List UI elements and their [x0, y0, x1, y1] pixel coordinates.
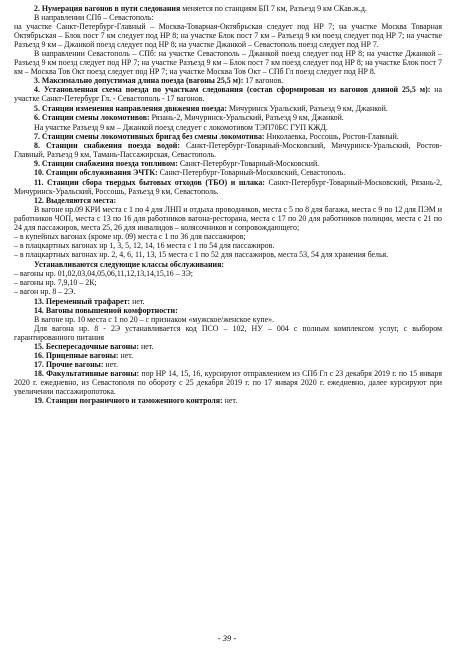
section-18-text: пор НР 14, 15, 16, курсируют отправлением из СПб Гл с 23 декабря 2019 г. по 15 января 2020 г. ежедневно, из Севастополя по обороту с 25 декабря 2019 г. по 17 января 2020 г. ежедневно, далее курсируют при увеличении пассажиропотока.	[14, 368, 442, 396]
section-11-text: Санкт-Петербург-Товарный-Московский, Рязань-2, Мичуринск-Уральский, Россошь, Разъезд 9 км, Севастополь.	[14, 177, 442, 196]
section-3	[14, 76, 442, 85]
section-6-note: На участке Разъезд 9 км – Джанкой поезд следует с локомотивом ТЭП70БС ГУП КЖД.	[34, 122, 328, 132]
section-14-car-10: В вагоне нр. 10 места с 1 по 20 – с признаком «мужское/женское купе».	[34, 314, 275, 324]
section-16-text: нет.	[118, 350, 134, 360]
section-17-text: нет.	[103, 359, 118, 369]
section-14-heading: 14. Вагоны повышенной комфортности:	[34, 305, 178, 315]
section-16	[14, 351, 442, 360]
section-10	[14, 168, 442, 177]
section-6-heading: 6. Станции смены локомотивов:	[34, 112, 150, 122]
service-class-3e: – вагоны нр. 01,02,03,04,05,06,11,12,13,14,15,16 – 3Э;	[14, 269, 193, 279]
section-8	[14, 141, 442, 159]
section-7-heading: 7. Станции смены локомотивных бригад без смены локомотива:	[34, 131, 265, 141]
section-4-text: на участке Санкт-Петербург Гл. - Севастополь - 17 вагонов.	[14, 85, 443, 104]
service-classes	[14, 260, 442, 269]
section-15-heading: 15. Беспересадочные вагоны:	[34, 341, 139, 351]
section-2-direction-2: В направлении Севастополь – СПб: на участке Севастополь – Джанкой поезд следует под НР 8; на участке Джанкой – Разъезд 9 км поезд следует под НР 7; на участке Разъезд 9 км – Блок пост 7 км поезд следует под НР 8; на участке Блок пост 7 км – Москва Тов Окт поезд следует под НР 7; на участке Москва Тов Окт – СПб Гл поезд следует под НР 8.	[14, 49, 442, 77]
section-2-heading: 2. Нумерация вагонов в пути следования	[34, 4, 181, 13]
section-5-heading: 5. Станции изменения направления движения поезда:	[34, 103, 227, 113]
section-8-heading: 8. Станции снабжения поезда водой:	[34, 140, 180, 150]
section-10-text: Санкт-Петербург-Товарный-Московский, Севастополь.	[157, 167, 346, 177]
section-9	[14, 159, 442, 168]
section-7-text: Николаевка, Россошь, Ростов-Главный.	[264, 131, 399, 141]
section-5	[14, 104, 442, 113]
section-18-heading: 18. Факультативные вагоны:	[34, 368, 140, 378]
page-number: - 39 -	[217, 633, 237, 643]
section-11	[14, 178, 442, 196]
section-19-text: нет.	[222, 396, 238, 406]
section-12-heading: 12. Выделяются места:	[34, 195, 117, 205]
section-6-text: Рязань-2, Мичуринск-Уральский, Разъезд 9 км, Джанкой.	[149, 112, 344, 122]
section-4-heading: 4. Установленная схема поезда по участкам следования (состав сформирован из вагонов длиной 25,5 м):	[34, 85, 431, 95]
section-2-direction-1-text: на участке Санкт-Петербург-Главный – Москва-Товарная-Октябрьская следует под НР 7; на участке Москва Товарная Октябрьская – Блок пост 7 км следует под НР 8; на участке Блок пост 7 км – Разъезд 9 км поезд следует под НР 7; на участке Разъезд 9 км – Джанкой поезд следует под НР 8; на участке Джанкой – Севастополь поезд следует под НР 7.	[14, 22, 442, 50]
section-12-platzkart-2: – в плацкартных вагонах нр. 2, 4, 6, 11, 13, 15 места с 1 по 52 для пассажиров, места 53, 54 для хранения белья.	[14, 250, 389, 260]
section-9-heading: 9. Станции снабжения поезда топливом:	[34, 158, 178, 168]
section-9-text: Санкт-Петербург-Товарный-Московский.	[177, 158, 320, 168]
section-3-heading: 3. Максимально допустимая длина поезда (вагоны 25,5 м):	[34, 76, 244, 86]
section-19-heading: 19. Станции пограничного и таможенного контроля:	[34, 396, 223, 406]
section-15	[14, 342, 442, 351]
section-13-text: нет.	[130, 296, 145, 306]
section-12	[14, 196, 442, 205]
section-3-text: 17 вагонов.	[243, 76, 284, 86]
service-classes-heading: Устанавливаются следующие классы обслуживания:	[34, 260, 224, 270]
section-14	[14, 306, 442, 315]
section-13	[14, 297, 442, 306]
section-14-car-8: Для вагона нр. 8 - 2Э устанавливается код ПСО – 102, НУ – 004 с полным комплексом услуг, с выбором гарантированного питания	[14, 323, 442, 342]
section-16-heading: 16. Прицепные вагоны:	[34, 350, 119, 360]
section-18	[14, 369, 442, 396]
section-7	[14, 132, 442, 141]
section-2-text: меняется по станциям БП 7 км, Разъезд 9 км СКав.ж.д.	[180, 4, 367, 13]
section-8-text: Санкт-Петербург-Товарный-Московский, Мичуринск-Уральский, Ростов-Главный, Разъезд 9 км, Тамань-Пассажирская, Севастополь.	[14, 140, 442, 159]
section-15-text: нет.	[138, 341, 154, 351]
section-2-direction-1: В направлении СПб – Севастополь:	[34, 13, 154, 23]
service-class-2e: – вагон нр. 8 – 2Э.	[14, 287, 76, 297]
section-2	[14, 4, 442, 13]
section-17-heading: 17. Прочие вагоны:	[34, 359, 104, 369]
section-12-car-09: В вагоне нр.09 КРИ места с 1 по 4 для ЛНП и отдыха проводников, места с 5 по 8 для багажа, места с 9 по 12 для ПЭМ и работников ЧОП, места с 13 по 16 для работников вагона-ресторана, места с 17 по 20 для работников полиции, места с 21 по 24 для пассажиров, места 25, 26 для инвалидов – колясочников и сопровождающего;	[14, 205, 442, 233]
section-10-heading: 10. Станции обслуживания ЭЧТК:	[34, 167, 158, 177]
section-13-heading: 13. Переменный трафарет:	[34, 296, 131, 306]
section-4	[14, 85, 442, 103]
section-17	[14, 360, 442, 369]
section-5-text: Мичуринск Уральский, Разъезд 9 км, Джанкой.	[226, 103, 388, 113]
section-6	[14, 113, 442, 122]
section-19	[14, 396, 442, 405]
service-class-2k: – вагоны нр. 7,9,10 – 2К;	[14, 278, 97, 288]
section-12-coupe: – в купейных вагонах (кроме нр. 09) места с 1 по 36 для пассажиров;	[14, 232, 246, 242]
section-12-platzkart-1: – в плацкартных вагонах нр 1, 3, 5, 12, 14, 16 места с 1 по 54 для пассажиров.	[14, 241, 275, 251]
section-11-heading: 11. Станции сбора твердых бытовых отходов (ТБО) и шлака:	[34, 177, 265, 187]
